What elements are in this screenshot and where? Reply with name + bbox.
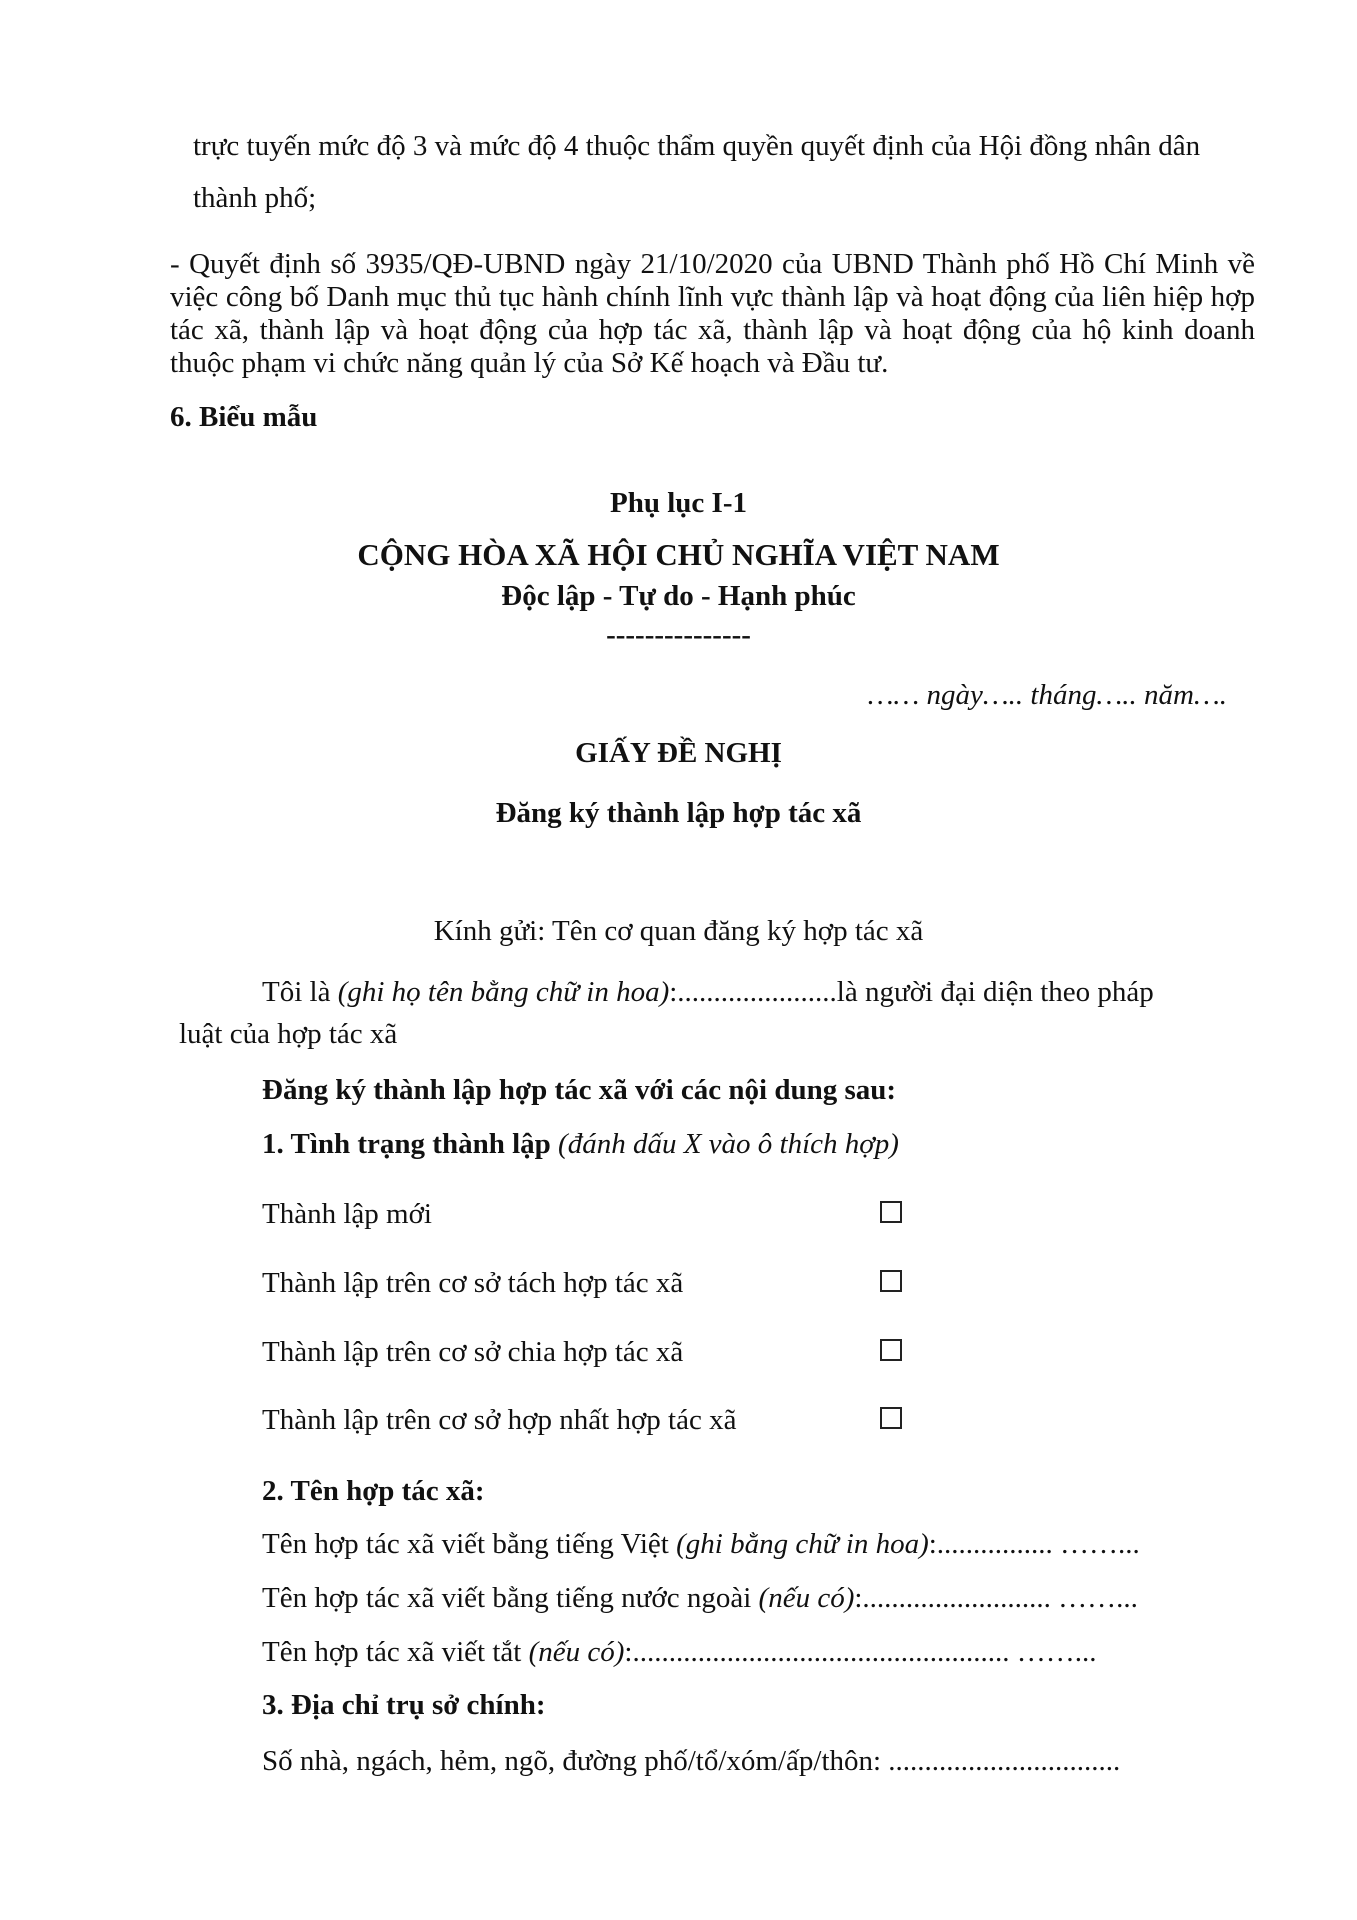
content-heading: Đăng ký thành lập hợp tác xã với các nội dung sau: [262,1074,897,1106]
motto-separator: --------------- [606,619,751,651]
date-line: …… ngày….. tháng….. năm…. [867,679,1227,711]
declarant-prefix: Tôi là [262,976,338,1008]
name-short-suffix: :.................................................... ……... [624,1636,1097,1668]
name-foreign-hint: (nếu có) [758,1582,855,1614]
name-vi-line [262,1526,1140,1562]
decision-paragraph: - Quyết định số 3935/QĐ-UBND ngày 21/10/2020 của UBND Thành phố Hồ Chí Minh về việc công bố Danh mục thủ tục hành chính lĩnh vực thành lập và hoạt động của liên hiệp hợp tác xã, thành lập và hoạt động của hợp tác xã, thành lập và hoạt động của hộ kinh doanh thuộc phạm vi chức năng quản lý của Sở Kế hoạch và Đầu tư. [170,248,1255,379]
national-title: CỘNG HÒA XÃ HỘI CHỦ NGHĨA VIỆT NAM [357,537,1000,572]
status-heading-line [262,1126,899,1162]
name-short-prefix: Tên hợp tác xã viết tắt [262,1636,529,1668]
address-line: Số nhà, ngách, hẻm, ngõ, đường phố/tổ/xóm/ấp/thôn: ................................ [262,1745,1121,1777]
name-foreign-line [262,1580,1138,1616]
declarant-hint: (ghi họ tên bằng chữ in hoa) [337,976,670,1008]
address-heading: 3. Địa chỉ trụ sở chính: [262,1689,546,1721]
intro-line-2: thành phố; [193,182,317,214]
national-motto: Độc lập - Tự do - Hạnh phúc [501,580,856,612]
appendix-label: Phụ lục I-1 [610,487,747,519]
status-option-new-checkbox[interactable] [880,1201,902,1223]
name-heading: 2. Tên hợp tác xã: [262,1475,485,1507]
document-subtitle: Đăng ký thành lập hợp tác xã [495,797,862,829]
status-option-split-checkbox[interactable] [880,1270,902,1292]
status-hint: (đánh dấu X vào ô thích hợp) [550,1128,899,1160]
document-title: GIẤY ĐỀ NGHỊ [575,737,782,769]
name-short-hint: (nếu có) [528,1636,625,1668]
status-option-label: Thành lập mới [262,1198,432,1230]
name-foreign-prefix: Tên hợp tác xã viết bằng tiếng nước ngoài [262,1582,759,1614]
status-option-label: Thành lập trên cơ sở tách hợp tác xã [262,1267,684,1299]
name-foreign-suffix: :.......................... ……... [854,1582,1138,1614]
declarant-line [262,974,1154,1010]
status-option-merge-checkbox[interactable] [880,1407,902,1429]
name-vi-hint: (ghi bằng chữ in hoa) [676,1528,929,1560]
name-vi-suffix: :................ ……... [928,1528,1140,1560]
name-short-line [262,1634,1096,1670]
declarant-line-2: luật của hợp tác xã [179,1018,398,1050]
section-heading: 6. Biểu mẫu [170,401,318,433]
declarant-suffix: :......................là người đại diện theo pháp [669,976,1154,1008]
name-vi-prefix: Tên hợp tác xã viết bằng tiếng Việt [262,1528,677,1560]
status-heading: 1. Tình trạng thành lập [262,1128,551,1160]
recipient-line: Kính gửi: Tên cơ quan đăng ký hợp tác xã [433,915,924,947]
intro-line-1: trực tuyến mức độ 3 và mức độ 4 thuộc thẩm quyền quyết định của Hội đồng nhân dân [193,130,1201,162]
status-option-label: Thành lập trên cơ sở chia hợp tác xã [262,1336,684,1368]
status-option-divide-checkbox[interactable] [880,1339,902,1361]
status-option-label: Thành lập trên cơ sở hợp nhất hợp tác xã [262,1404,737,1436]
